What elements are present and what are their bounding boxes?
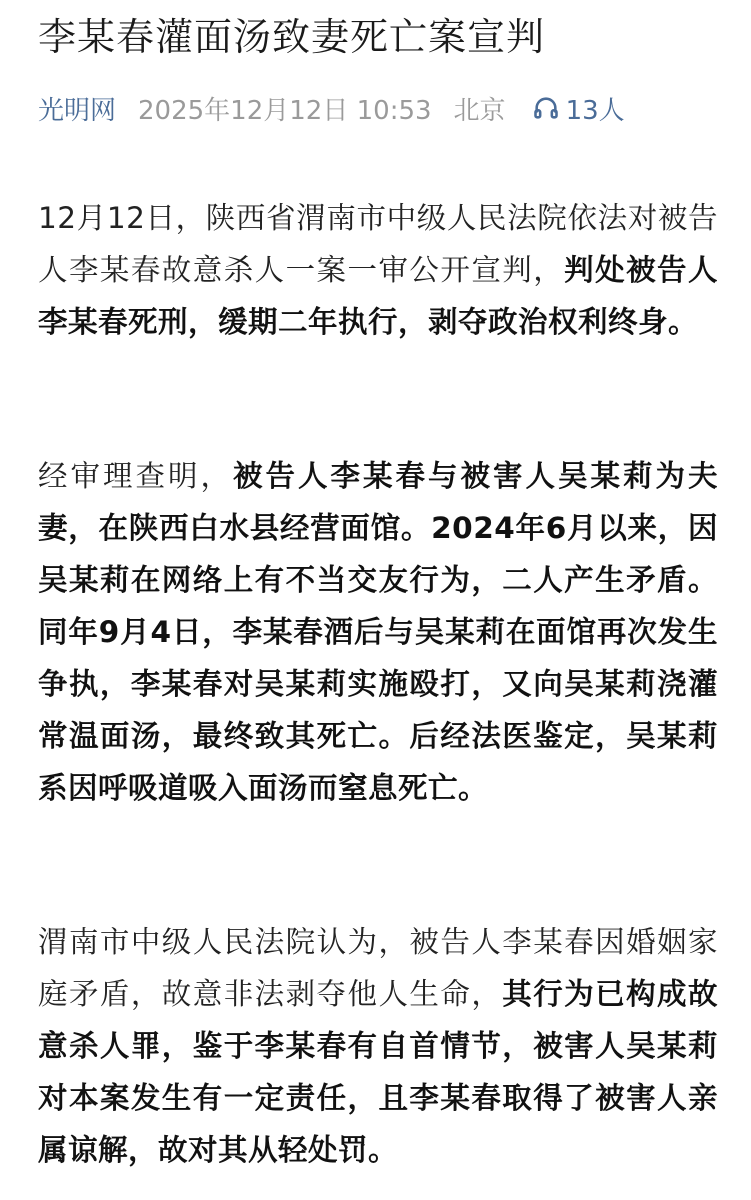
paragraph-bold-text: 被告人李某春与被害人吴某莉为夫妻，在陕西白水县经营面馆。2024年6月以来，因吴某莉在网络上有不当交友行为，二人产生矛盾。同年9月4日，李某春酒后与吴某莉在面馆再次发生争执，李某春对吴某莉实施殴打，又向吴某莉浇灌常温面汤，最终致其死亡。后经法医鉴定，吴某莉系因呼吸道吸入面汤而窒息死亡。 (38, 459, 718, 805)
paragraph-verdict (38, 192, 718, 348)
source-link[interactable]: 光明网 (38, 95, 117, 126)
paragraph-bold-text: 判处被告人李某春死刑，缓期二年执行，剥夺政治权利终身。 (38, 253, 718, 339)
publish-datetime: 2025年12月12日 10:53 (138, 95, 432, 126)
paragraph-facts (38, 450, 718, 814)
paragraph-bold-text: 其行为已构成故意杀人罪，鉴于李某春有自首情节，被害人吴某莉对本案发生有一定责任，且李某春取得了被害人亲属谅解，故对其从轻处罚。 (38, 977, 718, 1167)
paragraph-court-opinion (38, 916, 718, 1176)
paragraph-text: 渭南市中级人民法院认为，被告人李某春因婚姻家庭矛盾，故意非法剥夺他人生命， (38, 925, 718, 1011)
paragraph-text: 经审理查明， (38, 459, 233, 493)
headphones-icon (532, 94, 560, 122)
article-title: 李某春灌面汤致妻死亡案宣判 (38, 15, 546, 59)
listen-button[interactable] (532, 90, 625, 127)
publish-location: 北京 (453, 95, 506, 126)
paragraph-text: 12月12日，陕西省渭南市中级人民法院依法对被告人李某春故意杀人一案一审公开宣判， (38, 201, 718, 287)
article-meta (38, 88, 625, 128)
listener-count: 13人 (565, 95, 625, 126)
